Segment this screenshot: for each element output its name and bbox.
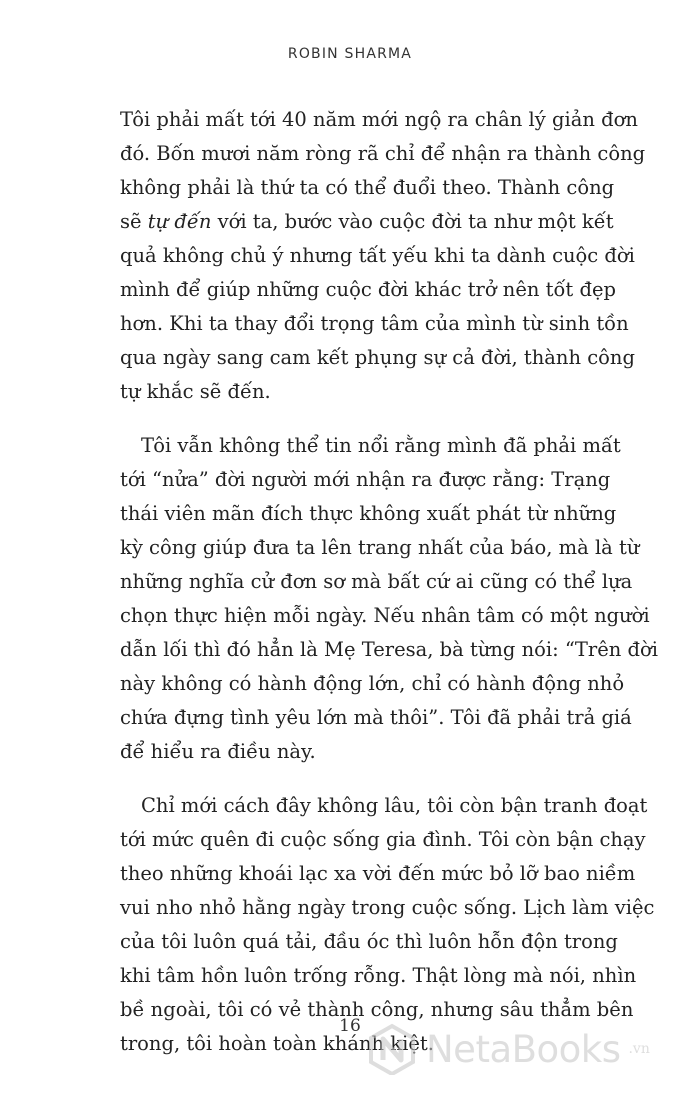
text-line: qua ngày sang cam kết phụng sự cả đời, thành công [120,346,635,369]
text-line: theo những khoái lạc xa vời đến mức bỏ lỡ bao niềm [120,862,636,885]
text-segment: với ta, bước vào cuộc đời ta như một kết [211,210,614,233]
text-line: chọn thực hiện mỗi ngày. Nếu nhân tâm có một người [120,604,650,627]
text-line: tự khắc sẽ đến. [120,380,271,403]
text-line: thái viên mãn đích thực không xuất phát từ những [120,502,617,525]
text-line: đó. Bốn mươi năm ròng rã chỉ để nhận ra thành công [120,142,646,165]
text-line: dẫn lối thì đó hẳn là Mẹ Teresa, bà từng nói: “Trên đời [120,638,658,661]
text-line: Tôi phải mất tới 40 năm mới ngộ ra chân lý giản đơn [120,108,638,131]
watermark [366,1023,650,1075]
text-line: tới mức quên đi cuộc sống gia đình. Tôi còn bận chạy [120,828,646,851]
text-line: mình để giúp những cuộc đời khác trở nên tốt đẹp [120,278,616,301]
text-line: quả không chủ ý nhưng tất yếu khi ta dành cuộc đời [120,244,635,267]
text-line: bề ngoài, tôi có vẻ thành công, nhưng sâu thẳm bên [120,998,634,1021]
text-segment: sẽ [120,210,148,233]
text-line: tới “nửa” đời người mới nhận ra được rằng: Trạng [120,468,611,491]
italic-emphasis: tự đến [147,210,212,233]
text-line: không phải là thứ ta có thể đuổi theo. Thành công [120,176,615,199]
text-line: này không có hành động lớn, chỉ có hành động nhỏ [120,672,625,695]
text-line: để hiểu ra điều này. [120,740,316,763]
watermark-suffix: .vn [628,1041,650,1057]
text-line: chứa đựng tình yêu lớn mà thôi”. Tôi đã phải trả giá [120,706,632,729]
text-line: của tôi luôn quá tải, đầu óc thì luôn hỗn độn trong [120,930,618,953]
text-line: những nghĩa cử đơn sơ mà bất cứ ai cũng có thể lựa [120,570,633,593]
watermark-brand: NetaBooks [426,1027,621,1071]
paragraph-1 [120,103,646,409]
text-line: Chỉ mới cách đây không lâu, tôi còn bận tranh đoạt [141,794,648,817]
text-line: kỳ công giúp đưa ta lên trang nhất của báo, mà là từ [120,536,640,559]
paragraph-2 [120,429,658,769]
text-line: hơn. Khi ta thay đổi trọng tâm của mình từ sinh tồn [120,312,629,335]
text-line: vui nho nhỏ hằng ngày trong cuộc sống. Lịch làm việc [120,896,655,919]
page-number: 16 [339,1016,361,1036]
text-line: Tôi vẫn không thể tin nổi rằng mình đã phải mất [141,434,621,457]
netabooks-n-logo-icon [366,1023,418,1075]
running-head: ROBIN SHARMA [287,46,413,62]
text-line: trong, tôi hoàn toàn khánh kiệt. [120,1032,434,1055]
text-line: khi tâm hồn luôn trống rỗng. Thật lòng mà nói, nhìn [120,964,637,987]
text-line [120,205,614,239]
